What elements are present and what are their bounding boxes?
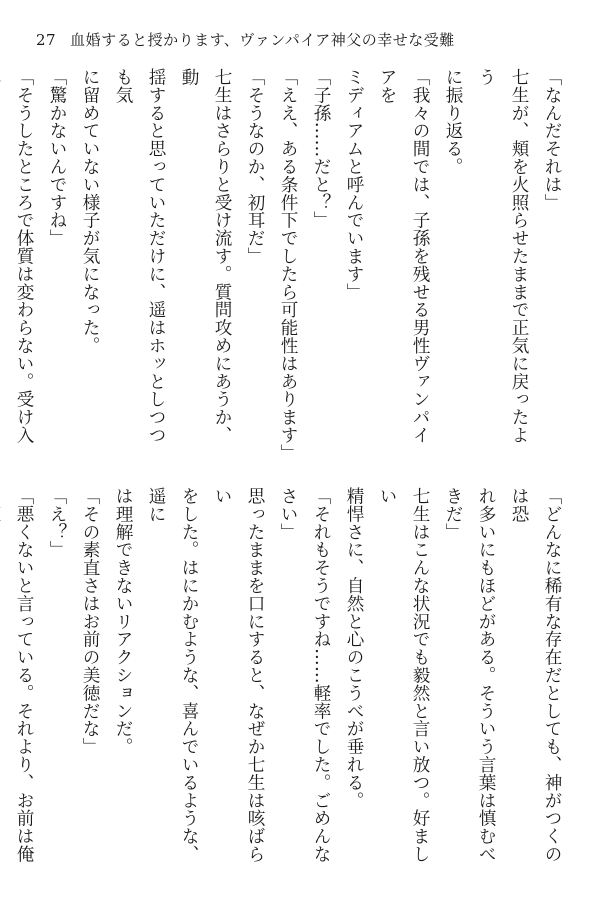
text-line: ミディアムと呼んでいます」 (344, 68, 364, 301)
text-line: 「それもそうですね……軽率でした。ごめんなさい」 (278, 487, 331, 863)
text-line: 揺すると思っていただけに、遥はホッとしつつも気 (113, 68, 166, 444)
text-line: 「え？」 (47, 487, 67, 559)
text-line: 「我々の間では、子孫を残せる男性ヴァンパイアを (377, 68, 430, 444)
text-line: 「驚かないんですね」 (47, 68, 67, 247)
text-line: 「その素直さはお前の美徳だな」 (80, 487, 100, 756)
text-line: 「子孫……だと？」 (311, 68, 331, 230)
lower-text-block (14, 487, 568, 877)
text-line: 思ったままを口にすると、なぜか七生は咳ばらい (212, 487, 265, 863)
text-line: 「どんなに稀有な存在だとしても、神がつくのは恐 (509, 487, 562, 863)
text-line: 七生が、頬を火照らせたままで正気に戻ったよう (476, 68, 529, 444)
text-line: 「そうしたところで体質は変わらない。受け入 (14, 68, 34, 444)
text-line: 七生はさらりと受け流す。質問攻めにあうか、動 (179, 68, 232, 444)
page-number: 27 (36, 31, 57, 49)
text-line: 「なんだそれは」 (542, 68, 562, 212)
upper-text-block (14, 68, 568, 462)
text-line: 「ええ、ある条件下でしたら可能性はあります」 (278, 68, 298, 462)
text-line: 七生はこんな状況でも毅然と言い放つ。好ましい (377, 487, 430, 863)
running-header (36, 30, 455, 50)
text-line: に振り返る。 (443, 68, 463, 176)
text-line: 「そうなのか、初耳だ」 (245, 68, 265, 265)
text-line: 「悪くないと言っている。それより、お前は俺 (14, 487, 34, 863)
text-line: に留めていない様子が気になった。 (80, 68, 100, 355)
book-title: 血婚すると授かります、ヴァンパイア神父の幸せな受難 (70, 31, 455, 49)
text-line: は理解できないリアクションだ。 (113, 487, 133, 756)
text-line: れ多いにもほどがある。そういう言葉は慎むべきだ」 (443, 487, 496, 863)
text-line: 精悍さに、自然と心のこうべが垂れる。 (344, 487, 364, 810)
text-line: をした。はにかむような、喜んでいるような、遥に (146, 487, 199, 863)
